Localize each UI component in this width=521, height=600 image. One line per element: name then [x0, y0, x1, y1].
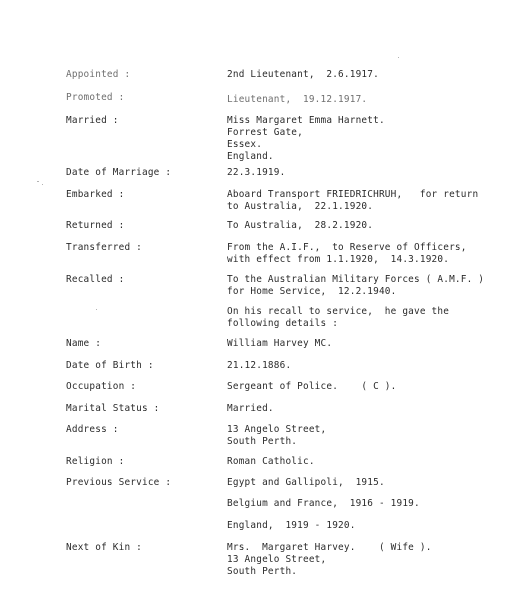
value-marital-status: Married.: [227, 403, 274, 414]
value-recalled: To the Australian Military Forces ( A.M.F. ) for Home Service, 12.2.1940.: [227, 274, 485, 297]
value-previous-service-3: England, 1919 - 1920.: [227, 520, 356, 531]
value-previous-service-1: Egypt and Gallipoli, 1915.: [227, 477, 385, 488]
label-date-of-marriage: Date of Marriage :: [66, 167, 172, 178]
value-returned: To Australia, 28.2.1920.: [227, 220, 374, 231]
label-occupation: Occupation :: [66, 381, 137, 392]
scan-speck: [37, 181, 39, 182]
label-transferred: Transferred :: [66, 242, 142, 253]
value-next-of-kin: Mrs. Margaret Harvey. ( Wife ). 13 Angelo Street, South Perth.: [227, 542, 432, 577]
value-transferred: From the A.I.F., to Reserve of Officers, with effect from 1.1.1920, 14.3.1920.: [227, 242, 467, 265]
value-promoted: Lieutenant, 19.12.1917.: [227, 94, 368, 105]
label-address: Address :: [66, 424, 119, 435]
label-married: Married :: [66, 115, 119, 126]
label-appointed: Appointed :: [66, 69, 131, 80]
value-embarked: Aboard Transport FRIEDRICHRUH, for return to Australia, 22.1.1920.: [227, 189, 479, 212]
value-religion: Roman Catholic.: [227, 456, 315, 467]
label-returned: Returned :: [66, 220, 125, 231]
label-promoted: Promoted :: [66, 92, 125, 103]
label-previous-service: Previous Service :: [66, 477, 172, 488]
label-name: Name :: [66, 338, 102, 349]
label-recalled: Recalled :: [66, 274, 125, 285]
value-occupation: Sergeant of Police. ( C ).: [227, 381, 397, 392]
label-marital-status: Marital Status :: [66, 403, 160, 414]
value-date-of-marriage: 22.3.1919.: [227, 167, 286, 178]
scan-speck: [398, 57, 399, 58]
value-married: Miss Margaret Emma Harnett. Forrest Gate, Essex. England.: [227, 115, 385, 162]
label-religion: Religion :: [66, 456, 125, 467]
scan-speck: [96, 309, 97, 310]
value-appointed: 2nd Lieutenant, 2.6.1917.: [227, 69, 379, 80]
value-address: 13 Angelo Street, South Perth.: [227, 424, 327, 447]
recall-note: On his recall to service, he gave the following details :: [227, 306, 450, 329]
label-embarked: Embarked :: [66, 189, 125, 200]
value-previous-service-2: Belgium and France, 1916 - 1919.: [227, 498, 420, 509]
label-next-of-kin: Next of Kin :: [66, 542, 142, 553]
scan-speck: [42, 184, 43, 185]
value-name: William Harvey MC.: [227, 338, 333, 349]
label-date-of-birth: Date of Birth :: [66, 360, 154, 371]
value-date-of-birth: 21.12.1886.: [227, 360, 292, 371]
